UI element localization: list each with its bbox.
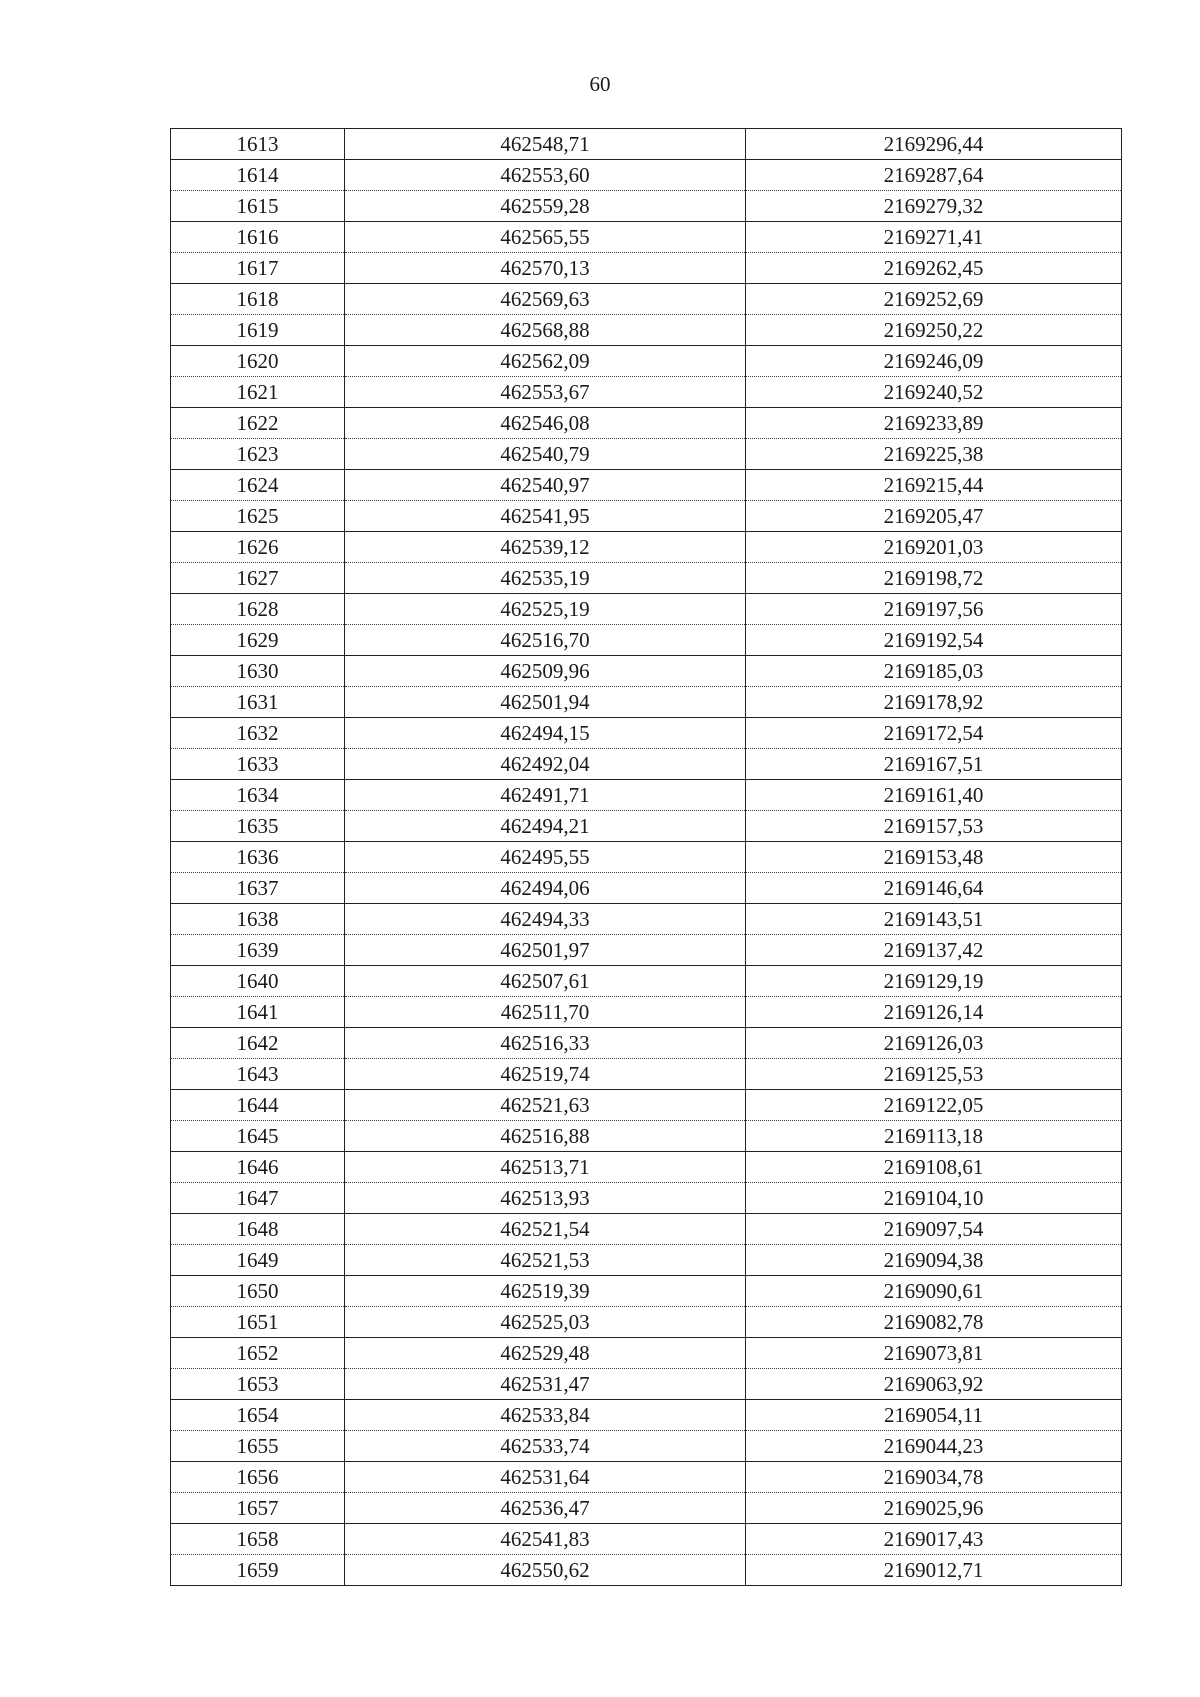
table-row [171,222,1122,253]
y-coordinate-cell: 2169126,03 [746,1028,1122,1059]
table-row [171,780,1122,811]
y-coordinate-cell: 2169296,44 [746,129,1122,160]
table-row [171,160,1122,191]
point-number-cell: 1617 [171,253,345,284]
y-coordinate-cell: 2169201,03 [746,532,1122,563]
point-number-cell: 1640 [171,966,345,997]
x-coordinate-cell: 462570,13 [345,253,746,284]
coordinates-table [170,128,1122,1586]
point-number-cell: 1652 [171,1338,345,1369]
x-coordinate-cell: 462539,12 [345,532,746,563]
page-number: 60 [589,72,611,96]
x-coordinate-cell: 462533,74 [345,1431,746,1462]
point-number-cell: 1614 [171,160,345,191]
point-number-cell: 1653 [171,1369,345,1400]
table-row [171,749,1122,780]
x-coordinate-cell: 462494,21 [345,811,746,842]
table-row [171,687,1122,718]
point-number-cell: 1613 [171,129,345,160]
table-row [171,377,1122,408]
x-coordinate-cell: 462533,84 [345,1400,746,1431]
table-row [171,718,1122,749]
y-coordinate-cell: 2169192,54 [746,625,1122,656]
table-row [171,1028,1122,1059]
point-number-cell: 1647 [171,1183,345,1214]
y-coordinate-cell: 2169172,54 [746,718,1122,749]
x-coordinate-cell: 462507,61 [345,966,746,997]
point-number-cell: 1636 [171,842,345,873]
y-coordinate-cell: 2169205,47 [746,501,1122,532]
point-number-cell: 1616 [171,222,345,253]
y-coordinate-cell: 2169225,38 [746,439,1122,470]
table-row [171,191,1122,222]
x-coordinate-cell: 462509,96 [345,656,746,687]
table-row [171,532,1122,563]
y-coordinate-cell: 2169063,92 [746,1369,1122,1400]
x-coordinate-cell: 462494,15 [345,718,746,749]
x-coordinate-cell: 462501,94 [345,687,746,718]
y-coordinate-cell: 2169137,42 [746,935,1122,966]
y-coordinate-cell: 2169287,64 [746,160,1122,191]
x-coordinate-cell: 462540,79 [345,439,746,470]
x-coordinate-cell: 462516,33 [345,1028,746,1059]
point-number-cell: 1658 [171,1524,345,1555]
table-row [171,873,1122,904]
y-coordinate-cell: 2169271,41 [746,222,1122,253]
point-number-cell: 1649 [171,1245,345,1276]
point-number-cell: 1630 [171,656,345,687]
y-coordinate-cell: 2169090,61 [746,1276,1122,1307]
y-coordinate-cell: 2169025,96 [746,1493,1122,1524]
table-row [171,997,1122,1028]
point-number-cell: 1635 [171,811,345,842]
y-coordinate-cell: 2169097,54 [746,1214,1122,1245]
y-coordinate-cell: 2169153,48 [746,842,1122,873]
y-coordinate-cell: 2169108,61 [746,1152,1122,1183]
y-coordinate-cell: 2169126,14 [746,997,1122,1028]
table-row [171,284,1122,315]
x-coordinate-cell: 462516,70 [345,625,746,656]
x-coordinate-cell: 462541,83 [345,1524,746,1555]
x-coordinate-cell: 462495,55 [345,842,746,873]
table-row [171,1555,1122,1586]
y-coordinate-cell: 2169122,05 [746,1090,1122,1121]
table-row [171,439,1122,470]
x-coordinate-cell: 462521,54 [345,1214,746,1245]
y-coordinate-cell: 2169250,22 [746,315,1122,346]
x-coordinate-cell: 462568,88 [345,315,746,346]
y-coordinate-cell: 2169246,09 [746,346,1122,377]
y-coordinate-cell: 2169161,40 [746,780,1122,811]
table-row [171,315,1122,346]
y-coordinate-cell: 2169215,44 [746,470,1122,501]
y-coordinate-cell: 2169185,03 [746,656,1122,687]
y-coordinate-cell: 2169157,53 [746,811,1122,842]
x-coordinate-cell: 462519,74 [345,1059,746,1090]
table-row [171,1152,1122,1183]
y-coordinate-cell: 2169125,53 [746,1059,1122,1090]
y-coordinate-cell: 2169233,89 [746,408,1122,439]
point-number-cell: 1625 [171,501,345,532]
x-coordinate-cell: 462529,48 [345,1338,746,1369]
x-coordinate-cell: 462540,97 [345,470,746,501]
y-coordinate-cell: 2169082,78 [746,1307,1122,1338]
point-number-cell: 1618 [171,284,345,315]
point-number-cell: 1639 [171,935,345,966]
point-number-cell: 1620 [171,346,345,377]
point-number-cell: 1657 [171,1493,345,1524]
table-row [171,1245,1122,1276]
x-coordinate-cell: 462531,64 [345,1462,746,1493]
point-number-cell: 1623 [171,439,345,470]
x-coordinate-cell: 462553,67 [345,377,746,408]
table-row [171,1493,1122,1524]
point-number-cell: 1624 [171,470,345,501]
x-coordinate-cell: 462519,39 [345,1276,746,1307]
y-coordinate-cell: 2169017,43 [746,1524,1122,1555]
coordinates-table-body [171,129,1122,1586]
table-row [171,935,1122,966]
y-coordinate-cell: 2169104,10 [746,1183,1122,1214]
table-row [171,563,1122,594]
x-coordinate-cell: 462553,60 [345,160,746,191]
table-row [171,1059,1122,1090]
y-coordinate-cell: 2169279,32 [746,191,1122,222]
point-number-cell: 1638 [171,904,345,935]
x-coordinate-cell: 462521,53 [345,1245,746,1276]
x-coordinate-cell: 462494,33 [345,904,746,935]
table-row [171,1431,1122,1462]
y-coordinate-cell: 2169129,19 [746,966,1122,997]
point-number-cell: 1628 [171,594,345,625]
table-row [171,1462,1122,1493]
y-coordinate-cell: 2169012,71 [746,1555,1122,1586]
x-coordinate-cell: 462511,70 [345,997,746,1028]
point-number-cell: 1644 [171,1090,345,1121]
point-number-cell: 1634 [171,780,345,811]
table-row [171,625,1122,656]
table-row [171,594,1122,625]
y-coordinate-cell: 2169240,52 [746,377,1122,408]
point-number-cell: 1627 [171,563,345,594]
table-row [171,1307,1122,1338]
x-coordinate-cell: 462565,55 [345,222,746,253]
x-coordinate-cell: 462491,71 [345,780,746,811]
x-coordinate-cell: 462535,19 [345,563,746,594]
point-number-cell: 1643 [171,1059,345,1090]
y-coordinate-cell: 2169143,51 [746,904,1122,935]
x-coordinate-cell: 462569,63 [345,284,746,315]
table-row [171,656,1122,687]
point-number-cell: 1641 [171,997,345,1028]
x-coordinate-cell: 462541,95 [345,501,746,532]
y-coordinate-cell: 2169198,72 [746,563,1122,594]
table-row [171,1121,1122,1152]
x-coordinate-cell: 462501,97 [345,935,746,966]
y-coordinate-cell: 2169167,51 [746,749,1122,780]
point-number-cell: 1656 [171,1462,345,1493]
x-coordinate-cell: 462494,06 [345,873,746,904]
x-coordinate-cell: 462525,03 [345,1307,746,1338]
table-row [171,1276,1122,1307]
table-row [171,1214,1122,1245]
point-number-cell: 1615 [171,191,345,222]
x-coordinate-cell: 462548,71 [345,129,746,160]
point-number-cell: 1621 [171,377,345,408]
point-number-cell: 1633 [171,749,345,780]
x-coordinate-cell: 462531,47 [345,1369,746,1400]
y-coordinate-cell: 2169073,81 [746,1338,1122,1369]
y-coordinate-cell: 2169262,45 [746,253,1122,284]
table-row [171,346,1122,377]
y-coordinate-cell: 2169054,11 [746,1400,1122,1431]
table-row [171,1090,1122,1121]
table-row [171,1338,1122,1369]
table-row [171,129,1122,160]
x-coordinate-cell: 462550,62 [345,1555,746,1586]
table-row [171,842,1122,873]
table-row [171,904,1122,935]
x-coordinate-cell: 462513,71 [345,1152,746,1183]
y-coordinate-cell: 2169034,78 [746,1462,1122,1493]
point-number-cell: 1655 [171,1431,345,1462]
x-coordinate-cell: 462546,08 [345,408,746,439]
point-number-cell: 1646 [171,1152,345,1183]
x-coordinate-cell: 462513,93 [345,1183,746,1214]
x-coordinate-cell: 462521,63 [345,1090,746,1121]
point-number-cell: 1626 [171,532,345,563]
table-row [171,470,1122,501]
point-number-cell: 1645 [171,1121,345,1152]
table-row [171,501,1122,532]
y-coordinate-cell: 2169113,18 [746,1121,1122,1152]
y-coordinate-cell: 2169197,56 [746,594,1122,625]
table-row [171,408,1122,439]
y-coordinate-cell: 2169178,92 [746,687,1122,718]
table-row [171,1369,1122,1400]
point-number-cell: 1629 [171,625,345,656]
y-coordinate-cell: 2169044,23 [746,1431,1122,1462]
table-row [171,1524,1122,1555]
x-coordinate-cell: 462525,19 [345,594,746,625]
y-coordinate-cell: 2169094,38 [746,1245,1122,1276]
table-row [171,966,1122,997]
x-coordinate-cell: 462562,09 [345,346,746,377]
point-number-cell: 1651 [171,1307,345,1338]
table-row [171,253,1122,284]
point-number-cell: 1654 [171,1400,345,1431]
point-number-cell: 1637 [171,873,345,904]
point-number-cell: 1632 [171,718,345,749]
table-row [171,1400,1122,1431]
x-coordinate-cell: 462492,04 [345,749,746,780]
point-number-cell: 1619 [171,315,345,346]
x-coordinate-cell: 462536,47 [345,1493,746,1524]
point-number-cell: 1631 [171,687,345,718]
x-coordinate-cell: 462559,28 [345,191,746,222]
y-coordinate-cell: 2169252,69 [746,284,1122,315]
table-row [171,1183,1122,1214]
point-number-cell: 1648 [171,1214,345,1245]
y-coordinate-cell: 2169146,64 [746,873,1122,904]
table-row [171,811,1122,842]
point-number-cell: 1622 [171,408,345,439]
x-coordinate-cell: 462516,88 [345,1121,746,1152]
point-number-cell: 1650 [171,1276,345,1307]
point-number-cell: 1642 [171,1028,345,1059]
point-number-cell: 1659 [171,1555,345,1586]
